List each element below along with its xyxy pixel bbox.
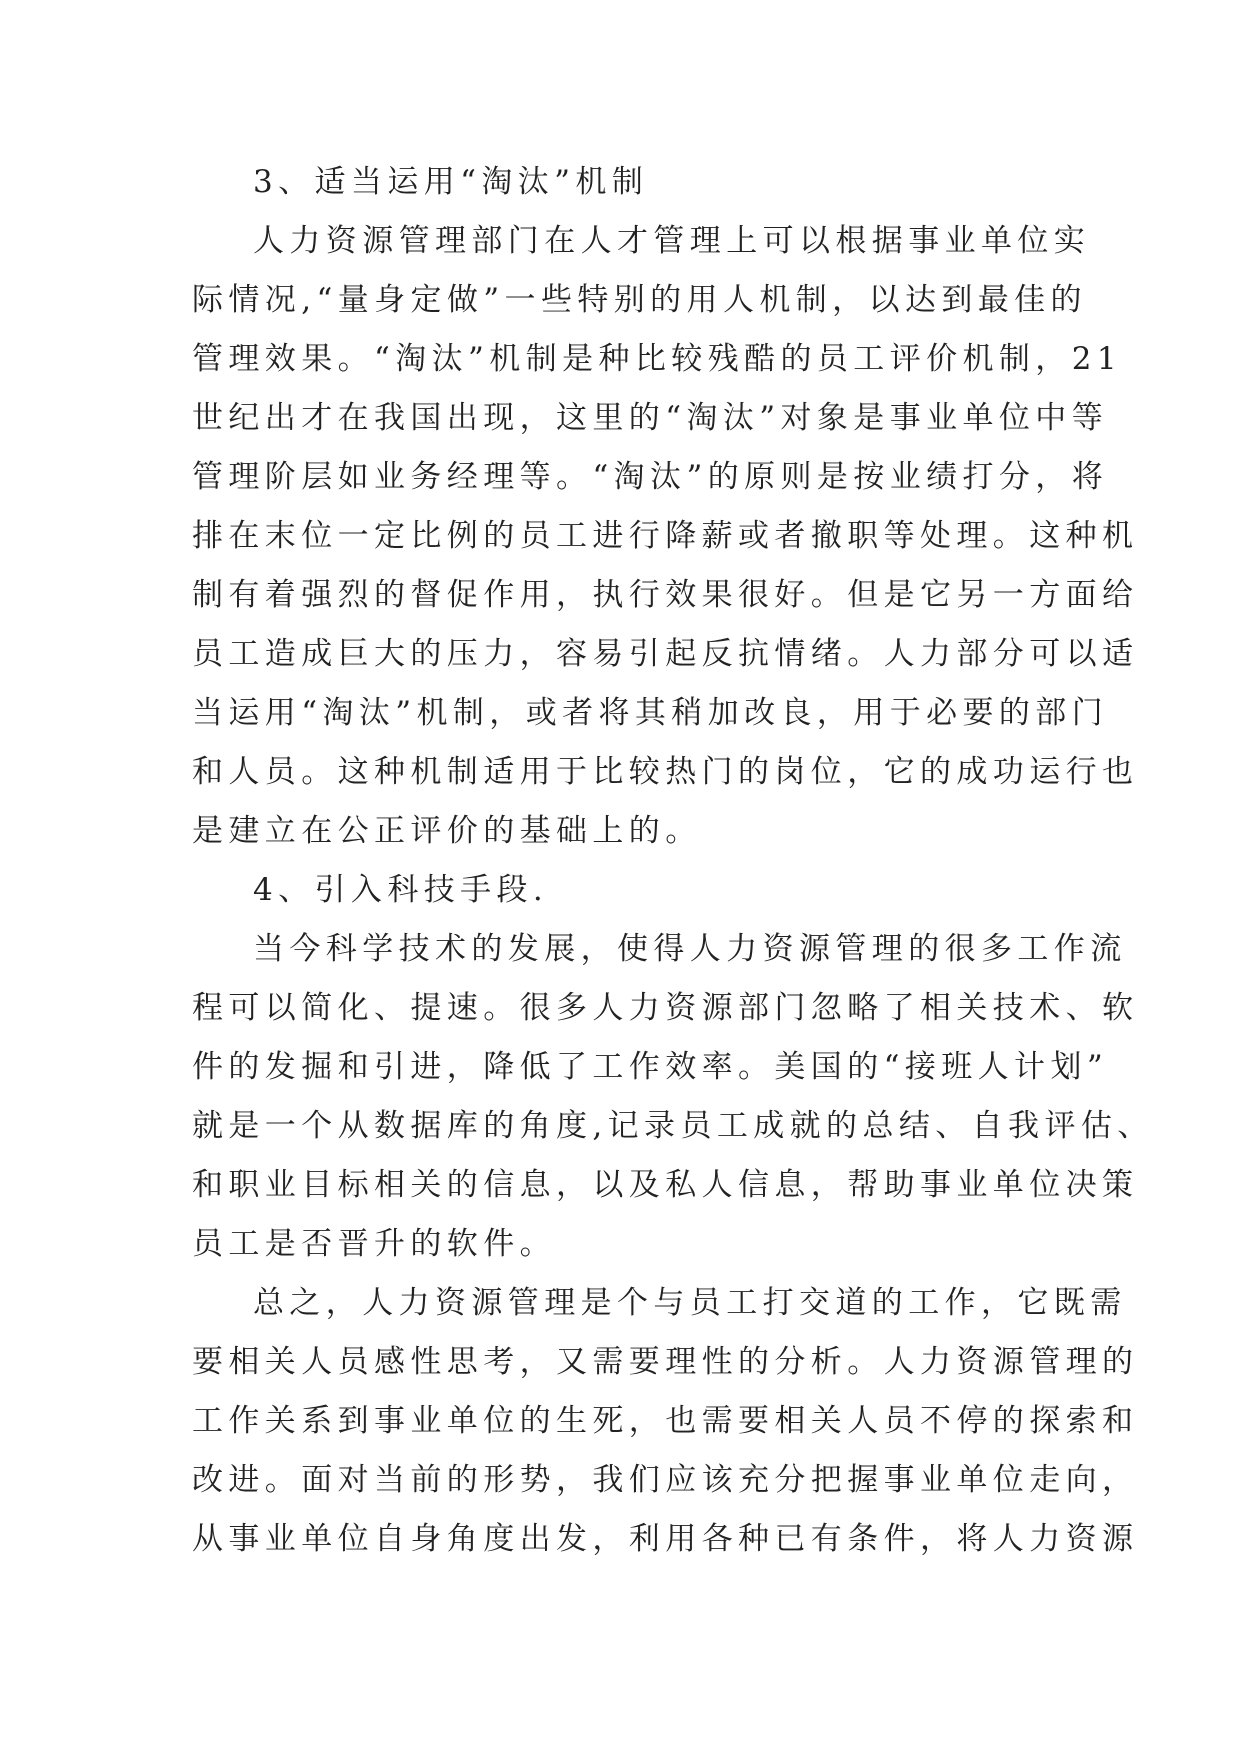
paragraph-line: 从事业单位自身角度出发，利用各种已有条件，将人力资源 [192, 1521, 1139, 1557]
paragraph-line: 和人员。这种机制适用于比较热门的岗位，它的成功运行也 [192, 754, 1139, 790]
paragraph-line: 员工造成巨大的压力，容易引起反抗情绪。人力部分可以适 [192, 636, 1139, 672]
paragraph-line: 人力资源管理部门在人才管理上可以根据事业单位实 [253, 223, 1091, 259]
paragraph-line: 管理阶层如业务经理等。“淘汰”的原则是按业绩打分，将 [192, 459, 1109, 495]
paragraph-line: 件的发掘和引进，降低了工作效率。美国的“接班人计划” [192, 1049, 1109, 1085]
paragraph-line: 和职业目标相关的信息，以及私人信息，帮助事业单位决策 [192, 1167, 1139, 1203]
paragraph-line: 当运用“淘汰”机制，或者将其稍加改良，用于必要的部门 [192, 695, 1109, 731]
paragraph-line: 管理效果。“淘汰”机制是种比较残酷的员工评价机制，21 [192, 341, 1122, 377]
paragraph-line: 当今科学技术的发展，使得人力资源管理的很多工作流 [253, 931, 1127, 967]
heading-4: 4、引入科技手段. [253, 872, 549, 908]
paragraph-line: 要相关人员感性思考，又需要理性的分析。人力资源管理的 [192, 1344, 1139, 1380]
paragraph-line: 改进。面对当前的形势，我们应该充分把握事业单位走向， [192, 1462, 1139, 1498]
document-body [192, 153, 1154, 1569]
paragraph-line: 工作关系到事业单位的生死，也需要相关人员不停的探索和 [192, 1403, 1139, 1439]
heading-3: 3、适当运用“淘汰”机制 [253, 164, 649, 200]
paragraph-line: 总之，人力资源管理是个与员工打交道的工作，它既需 [253, 1285, 1127, 1321]
paragraph-line: 际情况,“量身定做”一些特别的用人机制，以达到最佳的 [192, 282, 1087, 318]
paragraph-line: 是建立在公正评价的基础上的。 [192, 813, 702, 849]
paragraph-line: 就是一个从数据库的角度,记录员工成就的总结、自我评估、 [192, 1108, 1154, 1144]
paragraph-line: 员工是否晋升的软件。 [192, 1226, 556, 1262]
paragraph-line: 程可以简化、提速。很多人力资源部门忽略了相关技术、软 [192, 990, 1139, 1026]
paragraph-line: 世纪出才在我国出现，这里的“淘汰”对象是事业单位中等 [192, 400, 1109, 436]
paragraph-line: 排在末位一定比例的员工进行降薪或者撤职等处理。这种机 [192, 518, 1139, 554]
paragraph-line: 制有着强烈的督促作用，执行效果很好。但是它另一方面给 [192, 577, 1139, 613]
